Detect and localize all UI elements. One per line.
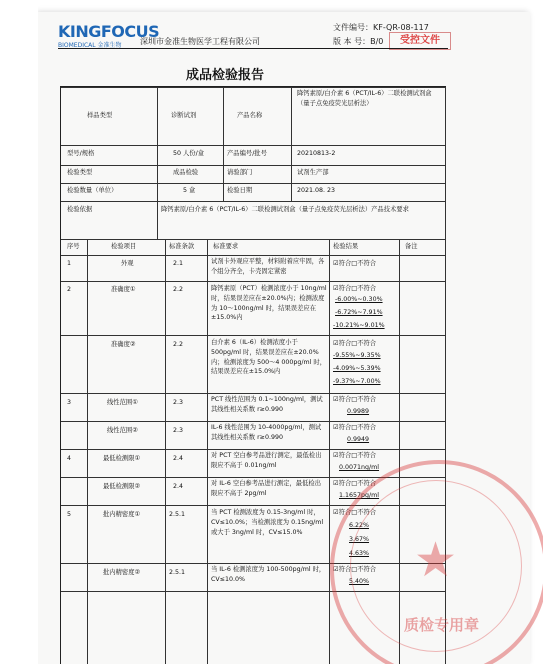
row-9-result: ☑符合□不符合 (333, 566, 377, 573)
row-1-item: 外观 (121, 260, 134, 267)
row-7-value: 1.1657pg/ml (339, 492, 380, 499)
inspection-type-value: 成品检验 (173, 169, 199, 176)
row-7-item: 最低检测限② (103, 483, 141, 490)
date-value: 2021.08. 23 (297, 187, 336, 194)
column-header-result: 检验结果 (333, 243, 359, 250)
lot-value: 20210813-2 (297, 150, 336, 157)
row-3-range-3: -9.37%~7.00% (333, 378, 381, 385)
row-7-result: ☑符合□不符合 (333, 480, 377, 487)
row-3-item: 准确度② (111, 341, 136, 348)
sample-type-value: 诊断试剂 (171, 112, 197, 119)
row-2-item: 准确度① (111, 286, 136, 293)
company-logo (58, 22, 160, 49)
header-divider (58, 48, 448, 49)
row-5-result: ☑符合□不符合 (333, 424, 377, 431)
row-6-item: 最低检测限① (103, 455, 141, 462)
row-8-value-1: 6.22% (349, 522, 370, 529)
row-2-requirement: 降钙素原（PCT）检测浓度小于 10ng/ml 时，结果误差应在±20.0%内；检测浓度为 10～100ng/ml 时，结果误差应在±15.0%内 (211, 285, 327, 322)
column-header-remark: 备注 (405, 243, 418, 250)
report-title: 成品检验报告 (186, 68, 265, 83)
stamp-text: 质检专用章 (404, 616, 480, 634)
product-name-label: 产品名称 (237, 112, 263, 119)
version-label: 版 本 号： (333, 37, 371, 46)
star-icon: ★ (414, 532, 458, 588)
controlled-document-stamp: 受控文件 (389, 32, 451, 50)
row-1-clause: 2.1 (173, 260, 184, 267)
row-2-range-3: -10.21%~9.01% (333, 322, 385, 329)
doc-no-label: 文件编号： (333, 23, 373, 32)
row-8-no: 5 (67, 511, 72, 518)
row-8-value-3: 4.63% (349, 550, 370, 557)
row-5-value: 0.9949 (347, 436, 370, 443)
row-3-clause: 2.2 (173, 341, 184, 348)
quantity-value: 5 盒 (183, 187, 196, 194)
row-4-no: 3 (67, 399, 72, 406)
quantity-label: 检验数量（单位） (67, 187, 118, 194)
inspection-type-label: 检验类型 (67, 169, 93, 176)
row-4-result: ☑符合□不符合 (333, 396, 377, 403)
row-4-clause: 2.3 (173, 399, 184, 406)
row-2-range-1: -6.00%~0.30% (335, 296, 383, 303)
logo-word: KINGFOCUS (58, 22, 160, 41)
row-3-requirement: 白介素 6（IL-6）检测浓度小于 500pg/ml 时，结果误差应在±20.0%内；检测浓度为 500～4 000pg/ml 时，结果误差应在±15.0%内 (211, 339, 327, 376)
row-2-range-2: -6.72%~7.91% (335, 309, 383, 316)
doc-no-value: KF-QR-08-117 (373, 23, 429, 32)
basis-label: 检验依据 (67, 206, 93, 213)
sample-type-label: 样品类型 (87, 112, 113, 119)
row-4-requirement: PCT 线性范围为 0.1~100ng/ml，测试其线性相关系数 r≥0.990 (211, 396, 323, 413)
row-8-item: 批内精密度① (103, 511, 141, 518)
row-3-range-1: -9.55%~9.35% (333, 352, 381, 359)
row-2-clause: 2.2 (173, 286, 184, 293)
column-header-item: 检验项目 (111, 243, 137, 250)
company-name: 深圳市金准生物医学工程有限公司 (140, 37, 260, 46)
department-value: 试剂生产部 (297, 169, 329, 176)
row-9-value: 5.40% (349, 578, 370, 585)
row-1-result: ☑符合□不符合 (333, 260, 377, 267)
row-4-item: 线性范围① (107, 399, 138, 406)
row-6-clause: 2.4 (173, 455, 184, 462)
row-6-requirement: 对 PCT 空白参考品进行测定，最低检出限应不高于 0.01ng/ml (211, 452, 322, 469)
row-3-result: ☑符合□不符合 (333, 340, 377, 347)
basis-value: 降钙素原/白介素 6（PCT/IL-6）二联检测试剂盒（量子点免疫荧光层析法）产品技术要求 (161, 206, 409, 213)
lot-label: 产品编号/批号 (227, 150, 267, 157)
column-header-no: 序号 (67, 243, 80, 250)
row-9-item: 批内精密度② (103, 569, 141, 576)
version-value: B/0 (370, 37, 384, 46)
date-label: 检验日期 (227, 187, 253, 194)
row-9-requirement: 当 IL-6 检测浓度为 100-500pg/ml 时，CV≤10.0% (211, 566, 326, 583)
row-7-clause: 2.4 (173, 483, 184, 490)
row-8-clause: 2.5.1 (169, 511, 186, 518)
logo-subtitle: BIOMEDICAL 金准生物 (58, 42, 122, 49)
row-8-requirement: 当 PCT 检测浓度为 0.15-3ng/ml 时，CV≤10.0%；当检测浓度为 0.15ng/ml 或大于 3ng/ml 时，CV≤15.0% (211, 509, 324, 536)
row-1-requirement: 试剂卡外观应平整，材料附着应牢固，各个组分齐全，卡壳固定紧密 (211, 258, 325, 275)
spec-label: 型号/规格 (67, 150, 95, 157)
department-label: 请验部门 (227, 169, 253, 176)
row-5-requirement: IL-6 线性范围为 10-4000pg/ml，测试其线性相关系数 r≥0.990 (211, 424, 322, 441)
column-header-requirement: 标准要求 (213, 243, 239, 250)
row-5-clause: 2.3 (173, 427, 184, 434)
row-8-result: ☑符合□不符合 (333, 509, 377, 516)
row-6-no: 4 (67, 455, 72, 462)
row-6-result: ☑符合□不符合 (333, 452, 377, 459)
row-1-no: 1 (67, 260, 72, 267)
row-4-value: 0.9989 (347, 408, 370, 415)
column-header-clause: 标准条款 (169, 243, 195, 250)
row-5-item: 线性范围② (107, 427, 138, 434)
row-2-result: ☑符合□不符合 (333, 285, 377, 292)
left-margin (0, 0, 38, 664)
row-3-range-2: -4.09%~5.39% (333, 365, 381, 372)
row-7-requirement: 对 IL-6 空白参考品进行测定，最低检出限应不高于 2pg/ml (211, 480, 321, 497)
product-name-value: 降钙素原/白介素 6（PCT/IL-6）二联检测试剂盒（量子点免疫荧光层析法） (297, 90, 432, 107)
qc-seal-stamp (330, 460, 543, 664)
row-2-no: 2 (67, 286, 72, 293)
row-9-clause: 2.5.1 (169, 569, 186, 576)
spec-value: 50 人份/盒 (173, 150, 205, 157)
version-number (333, 36, 383, 47)
row-8-value-2: 3.67% (349, 536, 370, 543)
row-6-value: 0.0071ng/ml (339, 464, 380, 471)
